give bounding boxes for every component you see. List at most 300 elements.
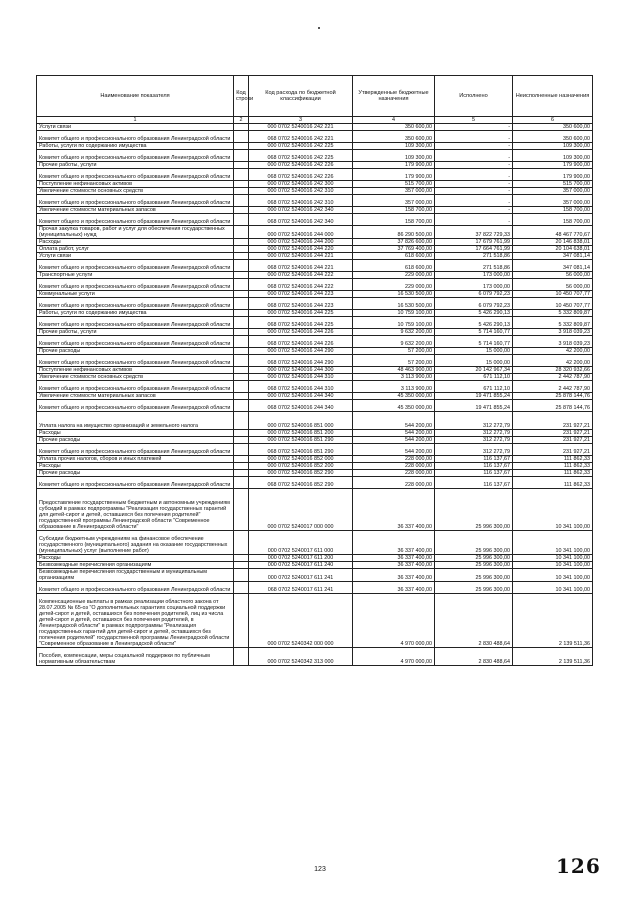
row-executed: 116 137,67: [435, 470, 513, 477]
row-unexecuted: 111 862,33: [513, 463, 593, 470]
table-row: [37, 456, 593, 463]
row-executed: 271 518,86: [435, 253, 513, 260]
table-row: [37, 188, 593, 195]
row-budget-code: 068 0702 5240016 244 225: [249, 317, 353, 329]
row-name: Уплата прочих налогов, сборов и иных платежей: [37, 456, 234, 463]
row-line-code: [234, 412, 249, 430]
row-unexecuted: 3 918 039,23: [513, 336, 593, 348]
row-line-code: [234, 169, 249, 181]
row-name: Комитет общего и профессионального образования Ленинградской области: [37, 131, 234, 143]
row-executed: 5 714 160,77: [435, 336, 513, 348]
row-unexecuted: 515 700,00: [513, 181, 593, 188]
row-approved: 9 632 200,00: [353, 336, 435, 348]
row-approved: 228 000,00: [353, 456, 435, 463]
row-line-code: [234, 291, 249, 298]
row-executed: -: [435, 169, 513, 181]
row-budget-code: 068 0702 5240016 242 226: [249, 169, 353, 181]
row-executed: -: [435, 131, 513, 143]
row-name: Комитет общего и профессионального образования Ленинградской области: [37, 336, 234, 348]
row-line-code: [234, 437, 249, 444]
table-row: [37, 569, 593, 582]
header-approved: Утвержденные бюджетные назначения: [353, 76, 435, 117]
row-approved: 228 000,00: [353, 477, 435, 489]
row-line-code: [234, 279, 249, 291]
table-row: [37, 279, 593, 291]
row-budget-code: 000 0702 5240017 611 000: [249, 531, 353, 555]
row-executed: 312 272,79: [435, 437, 513, 444]
table-row: [37, 226, 593, 239]
row-unexecuted: 25 878 144,76: [513, 400, 593, 412]
table-row: [37, 260, 593, 272]
row-name: Увеличение стоимости материальных запасов: [37, 393, 234, 400]
row-line-code: [234, 648, 249, 666]
row-name: Уплата налога на имущество организаций и земельного налога: [37, 412, 234, 430]
row-budget-code: 000 0702 5240016 244 226: [249, 329, 353, 336]
row-budget-code: 000 0702 5240016 244 300: [249, 367, 353, 374]
row-name: Увеличение стоимости основных средств: [37, 374, 234, 381]
row-line-code: [234, 214, 249, 226]
row-budget-code: 068 0702 5240016 244 310: [249, 381, 353, 393]
table-row: [37, 393, 593, 400]
row-budget-code: 068 0702 5240016 242 310: [249, 195, 353, 207]
column-number: 2: [234, 117, 249, 124]
row-approved: 357 000,00: [353, 188, 435, 195]
row-unexecuted: 10 341 100,00: [513, 489, 593, 531]
row-executed: 17 679 761,99: [435, 239, 513, 246]
row-name: Оплата работ, услуг: [37, 246, 234, 253]
header-line-code: Код строки: [234, 76, 249, 117]
table-row: [37, 348, 593, 355]
row-unexecuted: 25 878 144,76: [513, 393, 593, 400]
row-budget-code: 000 0702 5240342 313 000: [249, 648, 353, 666]
row-approved: 357 000,00: [353, 195, 435, 207]
row-budget-code: 000 0702 5240016 852 200: [249, 463, 353, 470]
row-name: Компенсационные выплаты в рамках реализации областного закона от 28.07.2005 № 65-оз "О дополнительных гарантиях социальной поддержки детей-сирот и детей, оставшихся без попечения родителей, лиц из числа детей-сирот и детей, оставшихся без попечения родителей, в Ленинградской области" в рамках подпрограммы "Реализация государственных гарантий для детей-сирот и детей, оставшихся без попечения родителей" государственной программы Ленинградской области "Современное образование в Ленинградской области": [37, 594, 234, 648]
row-name: Расходы: [37, 430, 234, 437]
row-unexecuted: 10 341 100,00: [513, 555, 593, 562]
row-executed: 17 664 761,99: [435, 246, 513, 253]
row-executed: -: [435, 188, 513, 195]
row-executed: 20 142 967,34: [435, 367, 513, 374]
row-unexecuted: 350 600,00: [513, 131, 593, 143]
table-row: [37, 310, 593, 317]
table-row: [37, 594, 593, 648]
row-line-code: [234, 131, 249, 143]
row-approved: 36 337 400,00: [353, 562, 435, 569]
row-name: Безвозмездные перечисления организациям: [37, 562, 234, 569]
row-name: Расходы: [37, 463, 234, 470]
row-budget-code: 068 0702 5240016 244 226: [249, 336, 353, 348]
row-executed: -: [435, 143, 513, 150]
column-number: 5: [435, 117, 513, 124]
table-row: [37, 367, 593, 374]
row-executed: -: [435, 207, 513, 214]
row-name: Комитет общего и профессионального образования Ленинградской области: [37, 582, 234, 594]
row-line-code: [234, 367, 249, 374]
row-executed: 312 272,79: [435, 430, 513, 437]
row-line-code: [234, 374, 249, 381]
row-budget-code: 000 0702 5240016 852 290: [249, 470, 353, 477]
row-line-code: [234, 594, 249, 648]
row-budget-code: 068 0702 5240016 244 340: [249, 400, 353, 412]
table-row: [37, 400, 593, 412]
row-name: Комитет общего и профессионального образования Ленинградской области: [37, 298, 234, 310]
row-executed: -: [435, 214, 513, 226]
row-unexecuted: 109 300,00: [513, 143, 593, 150]
table-row: [37, 246, 593, 253]
row-line-code: [234, 444, 249, 456]
table-row: [37, 437, 593, 444]
row-line-code: [234, 317, 249, 329]
table-row: [37, 143, 593, 150]
row-name: Коммунальные услуги: [37, 291, 234, 298]
row-budget-code: 000 0702 5240016 242 340: [249, 207, 353, 214]
row-name: Услуги связи: [37, 124, 234, 131]
row-approved: 45 350 000,00: [353, 400, 435, 412]
row-budget-code: 000 0702 5240017 000 000: [249, 489, 353, 531]
row-line-code: [234, 430, 249, 437]
row-executed: 19 471 855,24: [435, 393, 513, 400]
table-row: [37, 648, 593, 666]
row-unexecuted: 357 000,00: [513, 195, 593, 207]
table-row: [37, 181, 593, 188]
row-approved: 57 200,00: [353, 348, 435, 355]
row-executed: -: [435, 124, 513, 131]
row-approved: 544 200,00: [353, 430, 435, 437]
row-name: Субсидии бюджетным учреждениям на финансовое обеспечение государственного (муниципального) задания на оказание государственных (муниципальных) услуг (выполнение работ): [37, 531, 234, 555]
row-approved: 544 200,00: [353, 412, 435, 430]
row-approved: 37 769 400,00: [353, 246, 435, 253]
row-approved: 179 900,00: [353, 162, 435, 169]
row-executed: -: [435, 150, 513, 162]
row-unexecuted: 48 467 770,67: [513, 226, 593, 239]
row-unexecuted: 10 341 100,00: [513, 562, 593, 569]
table-row: [37, 477, 593, 489]
row-line-code: [234, 381, 249, 393]
row-name: Комитет общего и профессионального образования Ленинградской области: [37, 381, 234, 393]
row-budget-code: 068 0702 5240016 852 290: [249, 477, 353, 489]
table-body: [37, 124, 593, 666]
table-row: [37, 195, 593, 207]
row-unexecuted: 231 927,21: [513, 444, 593, 456]
handwritten-page-stamp: 126: [556, 854, 601, 878]
row-budget-code: 068 0702 5240016 244 290: [249, 355, 353, 367]
row-budget-code: 068 0702 5240016 851 290: [249, 444, 353, 456]
row-approved: 36 337 400,00: [353, 531, 435, 555]
column-number: 4: [353, 117, 435, 124]
row-approved: 4 970 000,00: [353, 648, 435, 666]
row-approved: 3 113 900,00: [353, 374, 435, 381]
row-executed: 37 822 729,33: [435, 226, 513, 239]
table-row: [37, 355, 593, 367]
row-approved: 10 759 100,00: [353, 310, 435, 317]
row-line-code: [234, 329, 249, 336]
row-approved: 4 970 000,00: [353, 594, 435, 648]
row-name: Предоставление государственным бюджетным и автономным учреждениям субсидий в рамках подпрограммы "Реализация государственных гарантий для детей-сирот и детей, оставшихся без попечения родителей" государственной программы Ленинградской области "Современное образование в Ленинградской области": [37, 489, 234, 531]
row-unexecuted: 10 341 100,00: [513, 569, 593, 582]
row-executed: 15 000,00: [435, 355, 513, 367]
table-row: [37, 239, 593, 246]
row-name: Увеличение стоимости основных средств: [37, 188, 234, 195]
row-approved: 9 632 200,00: [353, 329, 435, 336]
row-line-code: [234, 124, 249, 131]
row-executed: 2 830 488,64: [435, 648, 513, 666]
row-budget-code: 000 0702 5240016 851 000: [249, 412, 353, 430]
row-executed: 173 000,00: [435, 279, 513, 291]
row-name: Расходы: [37, 239, 234, 246]
row-executed: 271 518,86: [435, 260, 513, 272]
row-budget-code: 000 0702 5240017 611 240: [249, 562, 353, 569]
row-unexecuted: 5 332 809,87: [513, 317, 593, 329]
row-name: Комитет общего и профессионального образования Ленинградской области: [37, 150, 234, 162]
row-unexecuted: 158 700,00: [513, 207, 593, 214]
row-name: Комитет общего и профессионального образования Ленинградской области: [37, 279, 234, 291]
row-line-code: [234, 239, 249, 246]
row-approved: 37 826 600,00: [353, 239, 435, 246]
table-row: [37, 272, 593, 279]
row-budget-code: 068 0702 5240016 244 223: [249, 298, 353, 310]
row-line-code: [234, 456, 249, 463]
row-line-code: [234, 470, 249, 477]
row-line-code: [234, 188, 249, 195]
row-approved: 36 337 400,00: [353, 489, 435, 531]
row-budget-code: 000 0702 5240017 611 200: [249, 555, 353, 562]
row-budget-code: 000 0702 5240016 244 220: [249, 246, 353, 253]
row-approved: 229 000,00: [353, 272, 435, 279]
row-name: Транспортные услуги: [37, 272, 234, 279]
row-name: Прочая закупка товаров, работ и услуг для обеспечения государственных (муниципальных) нужд: [37, 226, 234, 239]
table-row: [37, 430, 593, 437]
row-line-code: [234, 260, 249, 272]
row-name: Поступление нефинансовых активов: [37, 181, 234, 188]
row-budget-code: 000 0702 5240016 244 221: [249, 253, 353, 260]
row-approved: 3 113 900,00: [353, 381, 435, 393]
row-line-code: [234, 489, 249, 531]
row-approved: 48 463 900,00: [353, 367, 435, 374]
row-unexecuted: 20 104 638,01: [513, 246, 593, 253]
table-row: [37, 336, 593, 348]
column-number: 1: [37, 117, 234, 124]
table-row: [37, 444, 593, 456]
row-line-code: [234, 195, 249, 207]
row-approved: 109 300,00: [353, 150, 435, 162]
row-name: Прочие расходы: [37, 437, 234, 444]
row-line-code: [234, 393, 249, 400]
row-name: Поступление нефинансовых активов: [37, 367, 234, 374]
row-budget-code: 000 0702 5240016 242 300: [249, 181, 353, 188]
row-unexecuted: 179 900,00: [513, 169, 593, 181]
row-unexecuted: 357 000,00: [513, 188, 593, 195]
row-budget-code: 000 0702 5240016 851 290: [249, 437, 353, 444]
row-budget-code: 068 0702 5240017 611 241: [249, 582, 353, 594]
table-row: [37, 555, 593, 562]
row-name: Прочие расходы: [37, 470, 234, 477]
table-row: [37, 531, 593, 555]
row-executed: 173 000,00: [435, 272, 513, 279]
row-budget-code: 000 0702 5240016 244 200: [249, 239, 353, 246]
row-executed: 19 471 855,24: [435, 400, 513, 412]
scan-speck: [318, 27, 320, 29]
row-approved: 10 759 100,00: [353, 317, 435, 329]
row-line-code: [234, 555, 249, 562]
row-approved: 228 000,00: [353, 470, 435, 477]
row-budget-code: 068 0702 5240016 242 340: [249, 214, 353, 226]
row-unexecuted: 56 000,00: [513, 279, 593, 291]
table-row: [37, 489, 593, 531]
budget-execution-table: [36, 75, 593, 666]
row-name: Увеличение стоимости материальных запасов: [37, 207, 234, 214]
row-budget-code: 000 0702 5240016 242 225: [249, 143, 353, 150]
row-executed: 116 137,67: [435, 477, 513, 489]
row-approved: 158 700,00: [353, 214, 435, 226]
table-row: [37, 169, 593, 181]
row-unexecuted: 350 600,00: [513, 124, 593, 131]
row-unexecuted: 2 442 787,90: [513, 374, 593, 381]
row-budget-code: 000 0702 5240017 611 241: [249, 569, 353, 582]
row-budget-code: 000 0702 5240016 244 000: [249, 226, 353, 239]
row-approved: 350 600,00: [353, 131, 435, 143]
row-approved: 36 337 400,00: [353, 555, 435, 562]
header-unexecuted: Неисполненные назначения: [513, 76, 593, 117]
row-unexecuted: 20 146 838,01: [513, 239, 593, 246]
row-budget-code: 000 0702 5240016 244 223: [249, 291, 353, 298]
row-approved: 179 900,00: [353, 169, 435, 181]
row-approved: 86 290 500,00: [353, 226, 435, 239]
row-budget-code: 068 0702 5240016 244 222: [249, 279, 353, 291]
row-budget-code: 000 0702 5240016 242 221: [249, 124, 353, 131]
row-line-code: [234, 272, 249, 279]
row-executed: 116 137,67: [435, 456, 513, 463]
row-executed: 5 426 290,13: [435, 317, 513, 329]
row-name: Комитет общего и профессионального образования Ленинградской области: [37, 169, 234, 181]
header-budget-code: Код расхода по бюджетной классификации: [249, 76, 353, 117]
row-name: Комитет общего и профессионального образования Ленинградской области: [37, 400, 234, 412]
row-line-code: [234, 477, 249, 489]
row-executed: 25 996 300,00: [435, 531, 513, 555]
row-executed: 5 714 160,77: [435, 329, 513, 336]
table-row: [37, 329, 593, 336]
table-row: [37, 374, 593, 381]
row-approved: 544 200,00: [353, 437, 435, 444]
row-line-code: [234, 162, 249, 169]
column-number: 6: [513, 117, 593, 124]
row-name: Работы, услуги по содержанию имущества: [37, 310, 234, 317]
table-row: [37, 463, 593, 470]
table-row: [37, 150, 593, 162]
row-executed: 25 996 300,00: [435, 489, 513, 531]
row-name: Комитет общего и профессионального образования Ленинградской области: [37, 195, 234, 207]
row-executed: 25 996 300,00: [435, 582, 513, 594]
table-row: [37, 124, 593, 131]
row-unexecuted: 231 927,21: [513, 430, 593, 437]
table-row: [37, 470, 593, 477]
row-name: Работы, услуги по содержанию имущества: [37, 143, 234, 150]
table-row: [37, 291, 593, 298]
row-executed: 5 426 290,13: [435, 310, 513, 317]
table-row: [37, 381, 593, 393]
table-row: [37, 253, 593, 260]
row-line-code: [234, 355, 249, 367]
table-row: [37, 317, 593, 329]
row-approved: 229 000,00: [353, 279, 435, 291]
row-budget-code: 000 0702 5240016 244 225: [249, 310, 353, 317]
table-row: [37, 298, 593, 310]
row-executed: 116 137,67: [435, 463, 513, 470]
row-budget-code: 000 0702 5240016 244 310: [249, 374, 353, 381]
table-column-numbers: [37, 117, 593, 124]
row-executed: 6 079 792,23: [435, 298, 513, 310]
row-executed: 25 996 300,00: [435, 555, 513, 562]
table-row: [37, 412, 593, 430]
row-unexecuted: 347 081,14: [513, 260, 593, 272]
row-approved: 515 700,00: [353, 181, 435, 188]
row-line-code: [234, 207, 249, 214]
row-executed: 671 112,10: [435, 374, 513, 381]
row-name: Комитет общего и профессионального образования Ленинградской области: [37, 317, 234, 329]
row-executed: 25 996 300,00: [435, 569, 513, 582]
row-budget-code: 068 0702 5240016 244 221: [249, 260, 353, 272]
row-unexecuted: 3 918 039,23: [513, 329, 593, 336]
row-budget-code: 000 0702 5240016 852 000: [249, 456, 353, 463]
row-approved: 16 530 500,00: [353, 298, 435, 310]
row-unexecuted: 42 200,00: [513, 348, 593, 355]
row-line-code: [234, 253, 249, 260]
row-approved: 45 350 000,00: [353, 393, 435, 400]
row-unexecuted: 42 200,00: [513, 355, 593, 367]
table-row: [37, 162, 593, 169]
row-unexecuted: 2 139 511,36: [513, 648, 593, 666]
row-executed: 2 830 488,64: [435, 594, 513, 648]
row-name: Прочие расходы: [37, 348, 234, 355]
row-line-code: [234, 569, 249, 582]
row-budget-code: 000 0702 5240016 242 226: [249, 162, 353, 169]
row-line-code: [234, 298, 249, 310]
row-line-code: [234, 226, 249, 239]
row-unexecuted: 2 442 787,90: [513, 381, 593, 393]
row-executed: 671 112,10: [435, 381, 513, 393]
row-name: Прочие работы, услуги: [37, 329, 234, 336]
row-unexecuted: 158 700,00: [513, 214, 593, 226]
column-number: 3: [249, 117, 353, 124]
row-approved: 36 337 400,00: [353, 569, 435, 582]
row-unexecuted: 109 300,00: [513, 150, 593, 162]
row-line-code: [234, 181, 249, 188]
row-unexecuted: 111 862,33: [513, 470, 593, 477]
row-unexecuted: 179 900,00: [513, 162, 593, 169]
row-line-code: [234, 336, 249, 348]
row-unexecuted: 347 081,14: [513, 253, 593, 260]
row-executed: 312 272,79: [435, 444, 513, 456]
row-name: Комитет общего и профессионального образования Ленинградской области: [37, 260, 234, 272]
row-unexecuted: 56 000,00: [513, 272, 593, 279]
row-budget-code: 000 0702 5240016 244 340: [249, 393, 353, 400]
row-executed: -: [435, 195, 513, 207]
row-approved: 36 337 400,00: [353, 582, 435, 594]
row-budget-code: 000 0702 5240016 244 290: [249, 348, 353, 355]
row-unexecuted: 2 139 511,36: [513, 594, 593, 648]
row-unexecuted: 28 320 932,66: [513, 367, 593, 374]
row-unexecuted: 111 862,33: [513, 456, 593, 463]
row-unexecuted: 10 341 100,00: [513, 582, 593, 594]
row-executed: -: [435, 162, 513, 169]
row-budget-code: 068 0702 5240016 242 225: [249, 150, 353, 162]
table-row: [37, 214, 593, 226]
row-unexecuted: 10 341 100,00: [513, 531, 593, 555]
row-approved: 618 600,00: [353, 253, 435, 260]
table-row: [37, 582, 593, 594]
row-unexecuted: 5 332 809,87: [513, 310, 593, 317]
header-executed: Исполнено: [435, 76, 513, 117]
